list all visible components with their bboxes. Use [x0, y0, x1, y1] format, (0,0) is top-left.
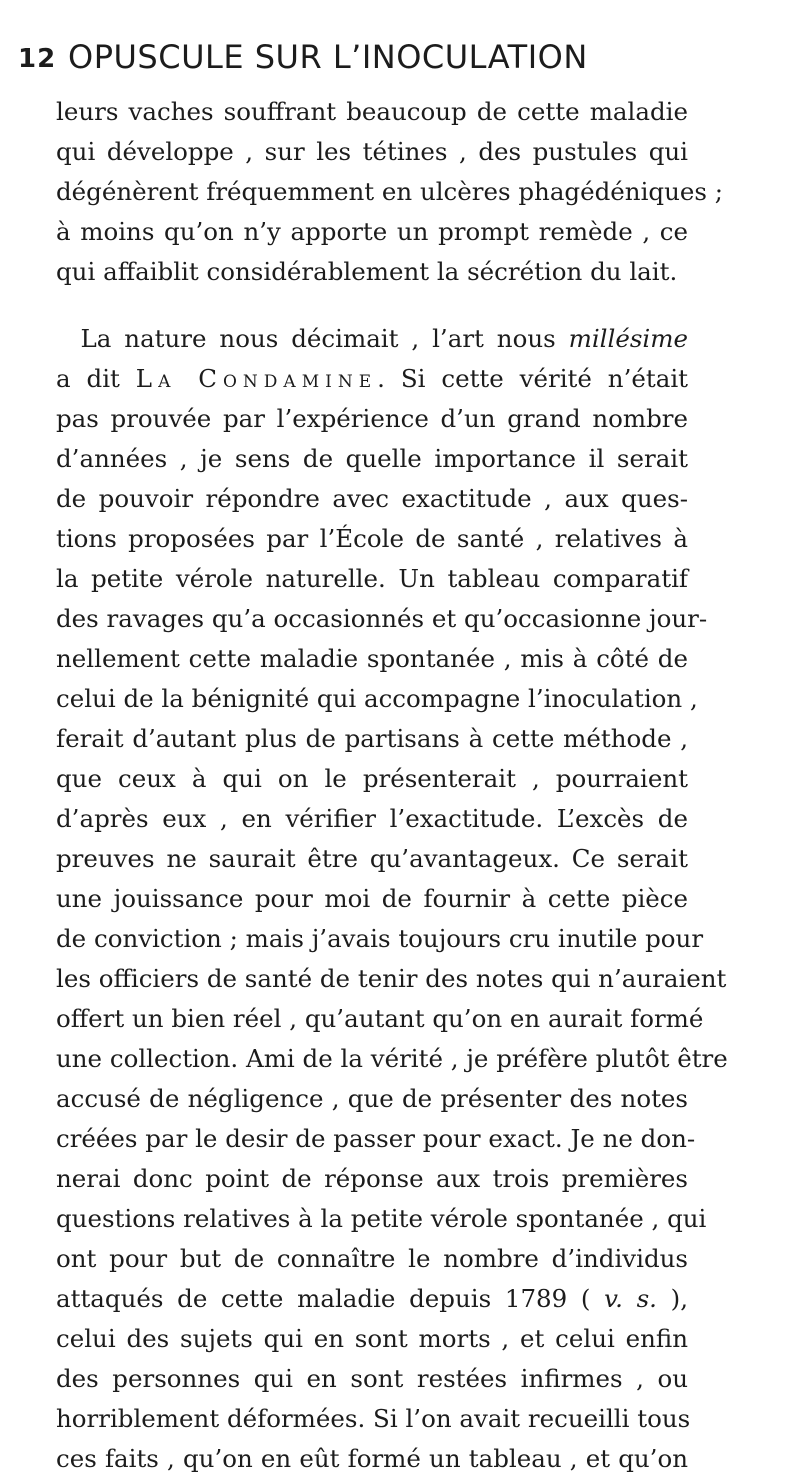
- text-segment: La nature nous décimait , l’art nous: [80, 324, 569, 353]
- text-segment: ),: [656, 1284, 688, 1313]
- text-line: nellement cette maladie spontanée , mis à côté de: [56, 644, 688, 673]
- running-head: OPUSCULE SUR L’INOCULATION: [68, 38, 588, 76]
- text-line: [56, 319, 688, 359]
- text-line: horriblement déformées. Si l’on avait recueilli tous: [56, 1404, 691, 1433]
- text-line: la petite vérole naturelle. Un tableau comparatif: [56, 564, 688, 593]
- text-line: à moins qu’on n’y apporte un prompt remède , ce: [56, 217, 688, 246]
- text-line: ces faits , qu’on en eût formé un tableau , et qu’on: [56, 1444, 688, 1473]
- text-line: leurs vaches souffrant beaucoup de cette maladie: [56, 97, 688, 126]
- text-line: questions relatives à la petite vérole spontanée , qui: [56, 1204, 707, 1233]
- text-line: nerai donc point de réponse aux trois premières: [56, 1164, 688, 1193]
- author-name: La Condamine: [135, 364, 378, 393]
- italic-word: millésime: [568, 324, 688, 353]
- text-line: que ceux à qui on le présenterait , pourraient: [56, 764, 688, 793]
- text-line: celui de la bénignité qui accompagne l’inoculation ,: [56, 684, 698, 713]
- text-line: de pouvoir répondre avec exactitude , aux ques-: [56, 484, 688, 513]
- text-line: [56, 1279, 688, 1319]
- text-line: tions proposées par l’École de santé , relatives à: [56, 524, 688, 553]
- text-line: ferait d’autant plus de partisans à cette méthode ,: [56, 724, 688, 753]
- text-line: de conviction ; mais j’avais toujours cru inutile pour: [56, 924, 704, 953]
- text-segment: a dit: [56, 364, 136, 393]
- text-line: celui des sujets qui en sont morts , et celui enfin: [56, 1324, 688, 1353]
- text-segment: . Si cette vérité n’était: [377, 364, 688, 393]
- text-line: accusé de négligence , que de présenter des notes: [56, 1084, 688, 1113]
- page-number: 12: [18, 44, 57, 74]
- text-line: dégénèrent fréquemment en ulcères phagédéniques ;: [56, 177, 723, 206]
- text-line: créées par le desir de passer pour exact. Je ne don-: [56, 1124, 696, 1153]
- page-header: [18, 38, 682, 90]
- text-line: ont pour but de connaître le nombre d’individus: [56, 1244, 688, 1273]
- text-line: [56, 359, 688, 399]
- text-line: d’après eux , en vérifier l’exactitude. L’excès de: [56, 804, 688, 833]
- text-line: qui développe , sur les tétines , des pustules qui: [56, 137, 688, 166]
- text-line: offert un bien réel , qu’autant qu’on en aurait formé: [56, 1004, 704, 1033]
- paragraph-1: [56, 92, 723, 292]
- text-line: preuves ne saurait être qu’avantageux. Ce serait: [56, 844, 688, 873]
- italic-abbreviation: v. s.: [604, 1284, 657, 1313]
- text-line: des ravages qu’a occasionnés et qu’occasionne jour-: [56, 604, 708, 633]
- text-line: une collection. Ami de la vérité , je préfère plutôt être: [56, 1044, 728, 1073]
- body-text: [56, 92, 728, 1479]
- text-line: qui affaiblit considérablement la sécrétion du lait.: [56, 257, 678, 286]
- text-line: les officiers de santé de tenir des notes qui n’auraient: [56, 964, 727, 993]
- text-line: pas prouvée par l’expérience d’un grand nombre: [56, 404, 688, 433]
- text-line: une jouissance pour moi de fournir à cette pièce: [56, 884, 688, 913]
- paragraph-gap: [56, 292, 688, 319]
- text-segment: attaqués de cette maladie depuis 1789 (: [56, 1284, 605, 1313]
- text-line: des personnes qui en sont restées infirmes , ou: [56, 1364, 688, 1393]
- paragraph-2: [56, 319, 728, 1479]
- text-line: d’années , je sens de quelle importance il serait: [56, 444, 688, 473]
